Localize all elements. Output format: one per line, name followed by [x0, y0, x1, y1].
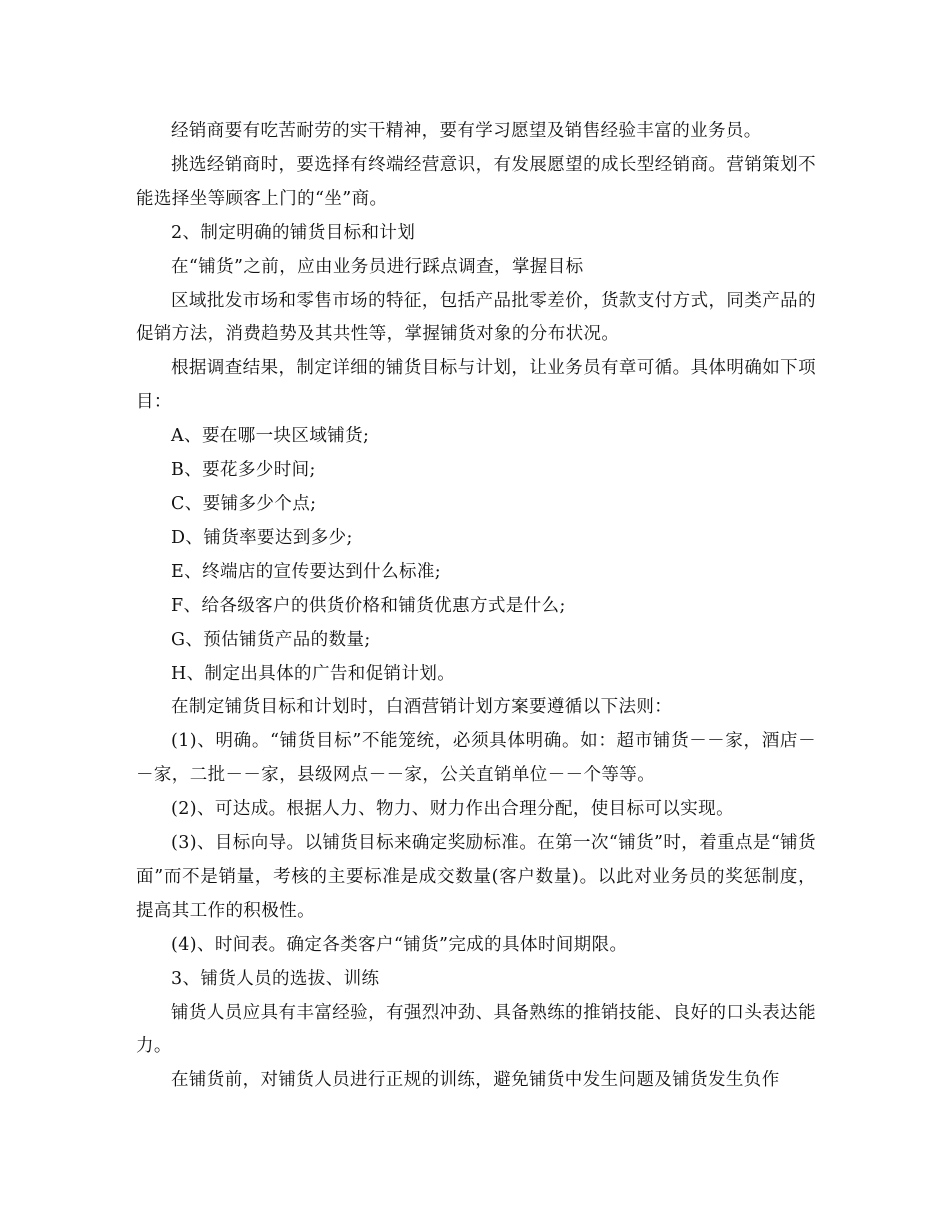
section-heading-2: 2、制定明确的铺货目标和计划: [171, 222, 416, 243]
paragraph-plan-basis: 根据调查结果，制定详细的铺货目标与计划，让业务员有章可循。具体明确如下项目：: [136, 358, 816, 413]
paragraph-dealer-spirit: 经销商要有吃苦耐劳的实干精神，要有学习愿望及销售经验丰富的业务员。: [171, 121, 762, 141]
list-item-a: A、要在哪一块区域铺货;: [171, 426, 370, 447]
list-item-f: F、给各级客户的供货价格和铺货优惠方式是什么;: [171, 595, 566, 616]
paragraph-survey-intro: 在“铺货”之前，应由业务员进行踩点调查，掌握目标: [171, 256, 584, 277]
rule-achievable: (2)、可达成。根据人力、物力、财力作出合理分配，使目标可以实现。: [171, 799, 734, 820]
paragraph-market-features: 区域批发市场和零售市场的特征，包括产品批零差价，货款支付方式，同类产品的促销方法，消费趋势及其共性等，掌握铺货对象的分布状况。: [136, 290, 816, 345]
list-item-d: D、铺货率要达到多少;: [171, 527, 353, 548]
paragraph-staff-training: 在铺货前，对铺货人员进行正规的训练，避免铺货中发生问题及铺货发生负作: [171, 1070, 780, 1091]
list-item-g: G、预估铺货产品的数量;: [171, 629, 371, 650]
list-item-h: H、制定出具体的广告和促销计划。: [171, 663, 456, 684]
paragraph-staff-qualities: 铺货人员应具有丰富经验，有强烈冲劲、具备熟练的推销技能、良好的口头表达能力。: [136, 1002, 816, 1057]
document-body: [136, 115, 816, 1098]
section-heading-3: 3、铺货人员的选拔、训练: [171, 968, 380, 989]
rule-clarity: (1)、明确。“铺货目标”不能笼统，必须具体明确。如：超市铺货－－家，酒店－－家，二批－－家，县级网点－－家，公关直销单位－－个等等。: [136, 731, 816, 786]
list-item-c: C、要铺多少个点;: [171, 493, 317, 514]
list-item-e: E、终端店的宣传要达到什么标准;: [171, 561, 442, 582]
rule-goal-oriented: (3)、目标向导。以铺货目标来确定奖励标准。在第一次“铺货”时，着重点是“铺货面”而不是销量，考核的主要标准是成交数量(客户数量)。以此对业务员的奖惩制度，提高其工作的积极性。: [136, 833, 816, 921]
paragraph-select-dealer: 挑选经销商时，要选择有终端经营意识，有发展愿望的成长型经销商。营销策划不能选择坐等顾客上门的“坐”商。: [136, 154, 816, 209]
list-item-b: B、要花多少时间;: [171, 460, 316, 481]
rule-timetable: (4)、时间表。确定各类客户“铺货”完成的具体时间期限。: [171, 934, 628, 955]
paragraph-rules-intro: 在制定铺货目标和计划时，白酒营销计划方案要遵循以下法则：: [171, 697, 673, 718]
